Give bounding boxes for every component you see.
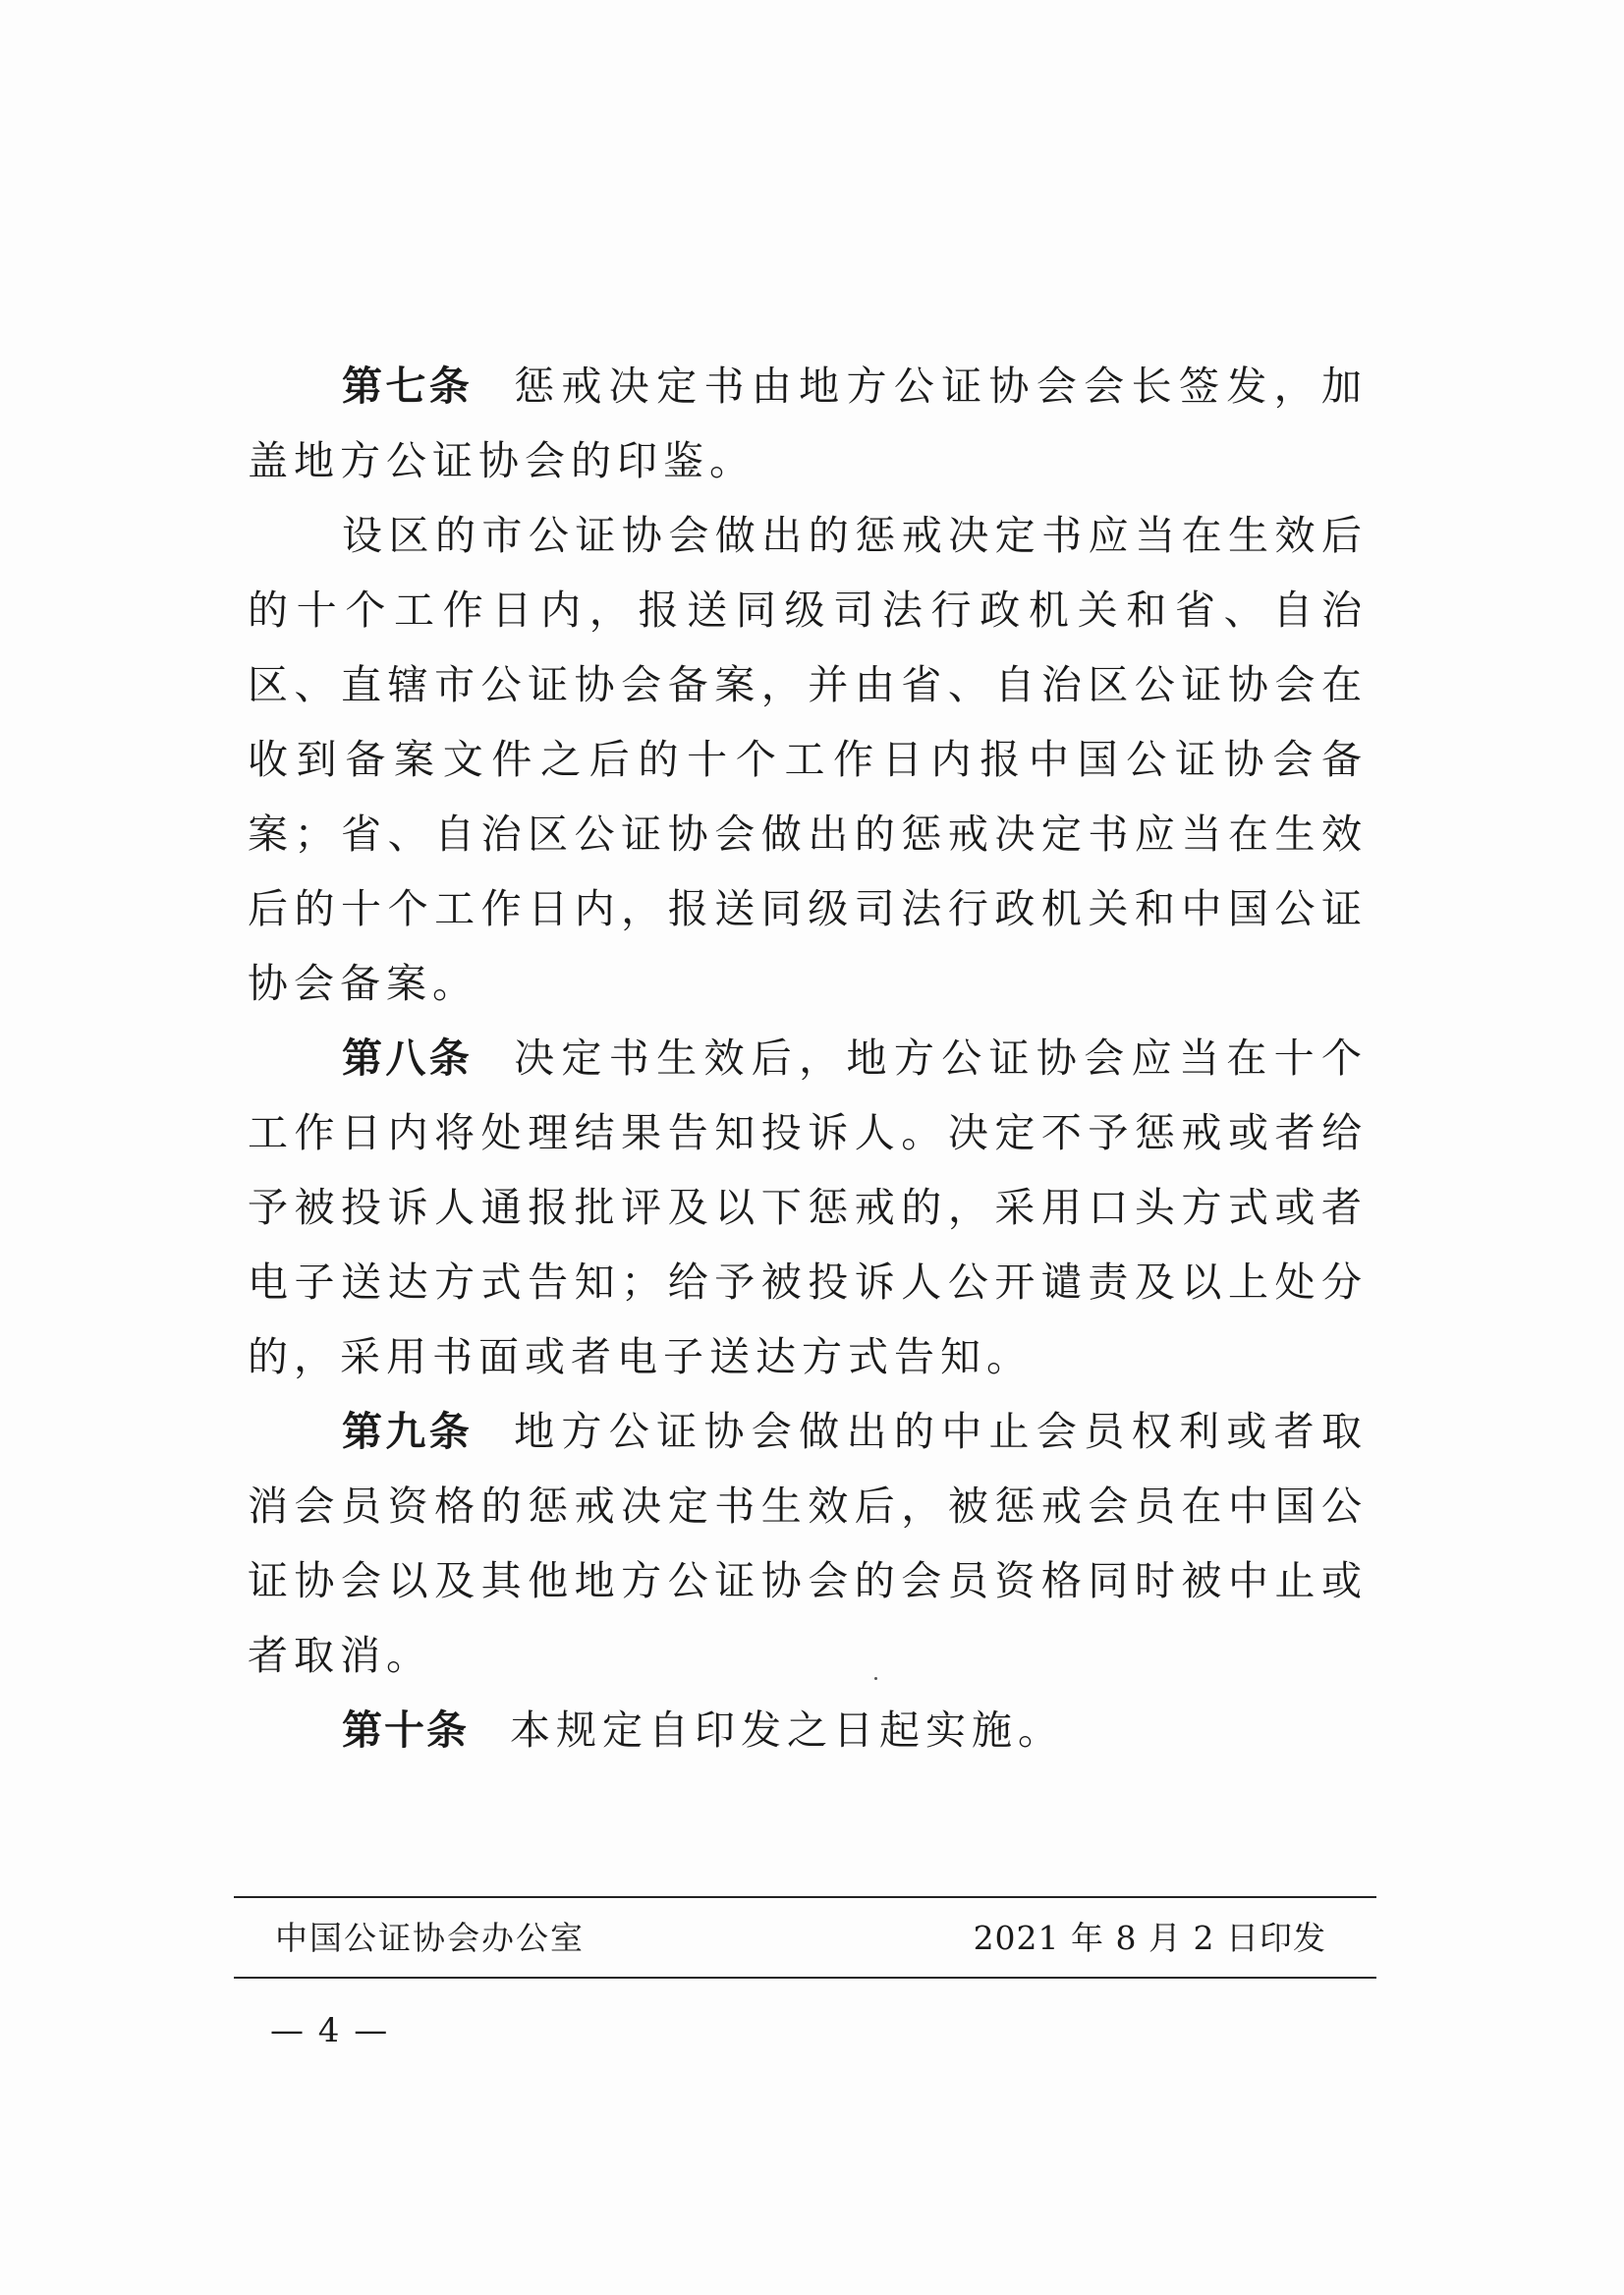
page-number: — 4 — [270,2011,390,2050]
paragraph-text: 设区的市公证协会做出的惩戒决定书应当在生效后的十个工作日内，报送同级司法行政机关和省、自治区、直辖市公证协会备案，并由省、自治区公证协会在收到备案文件之后的十个工作日内报中国公证协会备案；省、自治区公证协会做出的惩戒决定书应当在生效后的十个工作日内，报送同级司法行政机关和中国公证协会备案。 [248,512,1368,1007]
article-label: 第七条 [342,363,474,410]
article-text: 本规定自印发之日起实施。 [510,1707,1064,1754]
article-label: 第九条 [342,1408,474,1455]
issuer-name: 中国公证协会办公室 [275,1919,585,1957]
issuance-footer [275,1913,1326,1964]
article-text: 地方公证协会做出的中止会员权利或者取消会员资格的惩戒决定书生效后，被惩戒会员在中国公证协会以及其他地方公证协会的会员资格同时被中止或者取消。 [248,1408,1369,1679]
footer-bottom-rule [234,1977,1376,1979]
scan-speck [874,1677,877,1680]
article-label: 第十条 [342,1707,469,1754]
article-9 [248,1394,1368,1693]
document-body [248,349,1368,1767]
article-text: 决定书生效后，地方公证协会应当在十个工作日内将处理结果告知投诉人。决定不予惩戒或者给予被投诉人通报批评及以下惩戒的，采用口头方式或者电子送达方式告知；给予被投诉人公开谴责及以上处分的，采用书面或者电子送达方式告知。 [248,1035,1369,1380]
issue-date: 2021 年 8 月 2 日印发 [973,1919,1326,1957]
article-8 [248,1021,1368,1394]
article-10 [248,1693,1368,1767]
article-label: 第八条 [342,1035,474,1082]
article-7-paragraph-2 [248,498,1368,1021]
article-text: 惩戒决定书由地方公证协会会长签发，加盖地方公证协会的印鉴。 [248,363,1369,484]
footer-top-rule [234,1896,1376,1898]
article-7 [248,349,1368,498]
